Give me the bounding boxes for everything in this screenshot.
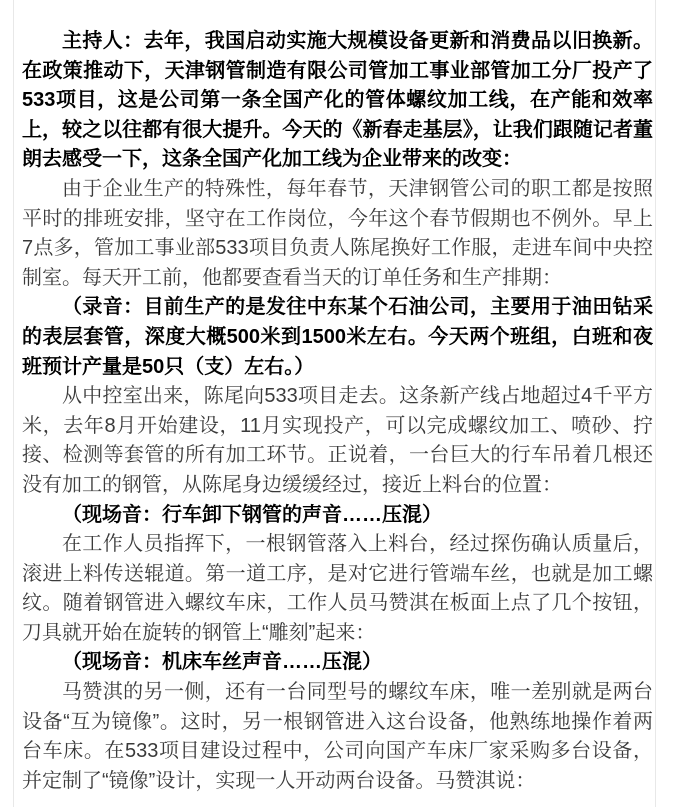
transcript-paragraph-audio-clip: （现场音：机床车丝声音……压混） [62, 651, 382, 674]
transcript-paragraph-audio-clip: （现场音：行车卸下钢管的声音……压混） [62, 503, 442, 526]
transcript-paragraph-narration: 由于企业生产的特殊性，每年春节，天津钢管公司的职工都是按照平时的排班安排，坚守在工作岗位，今年这个春节假期也不例外。早上7点多，管加工事业部533项目负责人陈尾换好工作服，走进车间中央控制室。每天开工前，他都要查看当天的订单任务和生产排期： [22, 177, 653, 289]
transcript-paragraph-narration: 在工作人员指挥下，一根钢管落入上料台，经过探伤确认质量后，滚进上料传送辊道。第一道工序，是对它进行管端车丝，也就是加工螺纹。随着钢管进入螺纹车床，工作人员马赞淇在板面上点了几个按钮，刀具就开始在旋转的钢管上“雕刻”起来： [22, 533, 653, 644]
transcript-paragraph-narration: 从中控室出来，陈尾向533项目走去。这条新产线占地超过4千平方米，去年8月开始建设，11月实现投产，可以完成螺纹加工、喷砂、拧接、检测等套管的所有加工环节。正说着，一台巨大的行车吊着几根还没有加工的钢管，从陈尾身边缓缓经过，接近上料台的位置： [22, 385, 653, 496]
transcript-paragraph-host-intro: 主持人：去年，我国启动实施大规模设备更新和消费品以旧换新。在政策推动下，天津钢管制造有限公司管加工事业部管加工分厂投产了533项目，这是公司第一条全国产化的管体螺纹加工线，在产能和效率上，较之以往都有很大提升。今天的《新春走基层》，让我们跟随记者董朗去感受一下，这条全国产化加工线为企业带来的改变： [22, 30, 653, 171]
transcript-paragraph-narration: 马赞淇的另一侧，还有一台同型号的螺纹车床，唯一差别就是两台设备“互为镜像”。这时，另一根钢管进入这台设备，他熟练地操作着两台车床。在533项目建设过程中，公司向国产车床厂家采购多台设备，并定制了“镜像”设计，实现一人开动两台设备。马赞淇说： [22, 681, 653, 792]
transcript-paragraph-audio-clip: （录音：目前生产的是发往中东某个石油公司，主要用于油田钻采的表层套管，深度大概500米到1500米左右。今天两个班组，白班和夜班预计产量是50只（支）左右。） [22, 296, 653, 378]
article-content [13, 0, 656, 807]
